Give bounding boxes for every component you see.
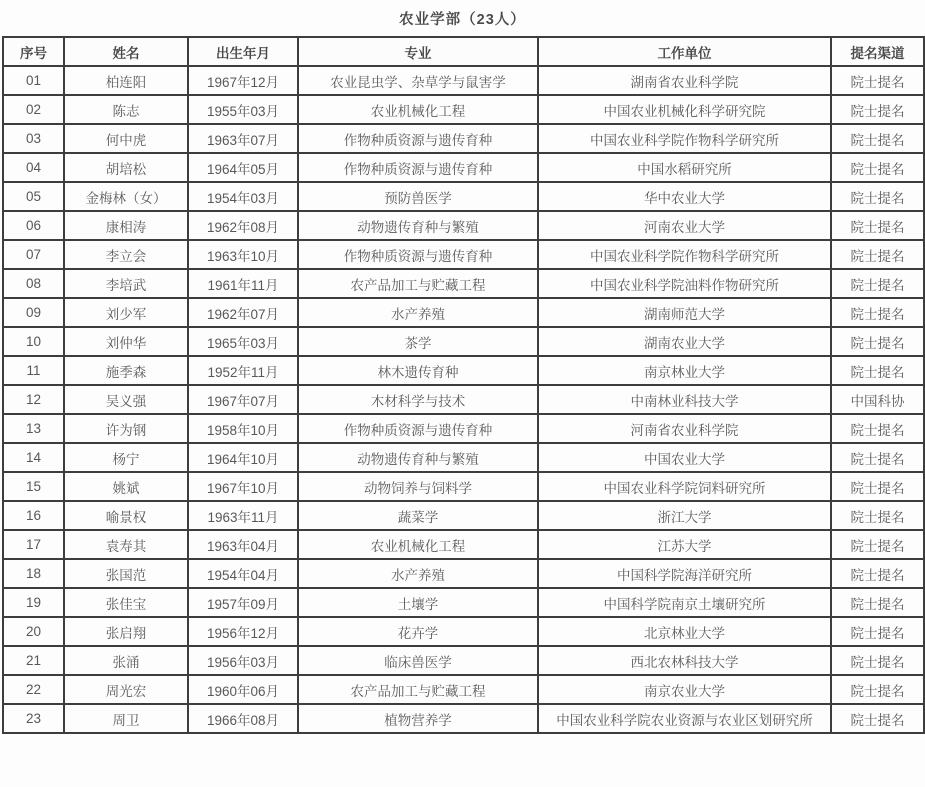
cell-channel: 中国科协 [831, 385, 924, 414]
cell-birth: 1956年03月 [188, 646, 298, 675]
cell-name: 张启翔 [64, 617, 188, 646]
cell-birth: 1954年03月 [188, 182, 298, 211]
table-row [3, 443, 924, 472]
cell-channel: 院士提名 [831, 501, 924, 530]
cell-channel: 院士提名 [831, 124, 924, 153]
cell-org: 中国农业科学院作物科学研究所 [538, 124, 831, 153]
cell-name: 张佳宝 [64, 588, 188, 617]
cell-name: 周卫 [64, 704, 188, 733]
cell-index: 14 [3, 443, 64, 472]
cell-birth: 1954年04月 [188, 559, 298, 588]
cell-birth: 1955年03月 [188, 95, 298, 124]
table-row [3, 588, 924, 617]
cell-major: 作物种质资源与遗传育种 [298, 124, 538, 153]
cell-birth: 1958年10月 [188, 414, 298, 443]
cell-org: 中国农业科学院作物科学研究所 [538, 240, 831, 269]
cell-index: 11 [3, 356, 64, 385]
cell-org: 中国农业大学 [538, 443, 831, 472]
cell-channel: 院士提名 [831, 414, 924, 443]
cell-major: 水产养殖 [298, 298, 538, 327]
cell-channel: 院士提名 [831, 153, 924, 182]
cell-index: 18 [3, 559, 64, 588]
table-row [3, 646, 924, 675]
cell-name: 吴义强 [64, 385, 188, 414]
cell-org: 江苏大学 [538, 530, 831, 559]
table-row [3, 414, 924, 443]
cell-birth: 1961年11月 [188, 269, 298, 298]
cell-major: 农业机械化工程 [298, 530, 538, 559]
cell-channel: 院士提名 [831, 182, 924, 211]
cell-index: 23 [3, 704, 64, 733]
table-row [3, 385, 924, 414]
cell-name: 张涌 [64, 646, 188, 675]
cell-major: 农业机械化工程 [298, 95, 538, 124]
cell-name: 柏连阳 [64, 66, 188, 95]
cell-major: 林木遗传育种 [298, 356, 538, 385]
table-row [3, 327, 924, 356]
cell-major: 植物营养学 [298, 704, 538, 733]
cell-name: 李培武 [64, 269, 188, 298]
cell-major: 土壤学 [298, 588, 538, 617]
table-row [3, 472, 924, 501]
cell-org: 中国科学院南京土壤研究所 [538, 588, 831, 617]
cell-org: 中国农业科学院农业资源与农业区划研究所 [538, 704, 831, 733]
cell-name: 陈志 [64, 95, 188, 124]
cell-major: 预防兽医学 [298, 182, 538, 211]
cell-birth: 1962年07月 [188, 298, 298, 327]
table-row [3, 356, 924, 385]
cell-index: 20 [3, 617, 64, 646]
table-row [3, 704, 924, 733]
table-row [3, 559, 924, 588]
column-header-org: 工作单位 [538, 37, 831, 66]
cell-birth: 1964年10月 [188, 443, 298, 472]
cell-org: 河南省农业科学院 [538, 414, 831, 443]
cell-name: 何中虎 [64, 124, 188, 153]
table-row [3, 66, 924, 95]
cell-channel: 院士提名 [831, 443, 924, 472]
cell-index: 01 [3, 66, 64, 95]
cell-org: 南京农业大学 [538, 675, 831, 704]
table-row [3, 240, 924, 269]
cell-org: 中国农业科学院饲料研究所 [538, 472, 831, 501]
table-row [3, 269, 924, 298]
cell-major: 农产品加工与贮藏工程 [298, 269, 538, 298]
cell-name: 刘仲华 [64, 327, 188, 356]
cell-org: 湖南师范大学 [538, 298, 831, 327]
cell-birth: 1963年04月 [188, 530, 298, 559]
cell-index: 21 [3, 646, 64, 675]
cell-channel: 院士提名 [831, 559, 924, 588]
cell-index: 17 [3, 530, 64, 559]
cell-birth: 1965年03月 [188, 327, 298, 356]
cell-org: 河南农业大学 [538, 211, 831, 240]
cell-index: 19 [3, 588, 64, 617]
cell-name: 李立会 [64, 240, 188, 269]
cell-channel: 院士提名 [831, 356, 924, 385]
cell-channel: 院士提名 [831, 240, 924, 269]
cell-org: 浙江大学 [538, 501, 831, 530]
cell-index: 06 [3, 211, 64, 240]
cell-birth: 1960年06月 [188, 675, 298, 704]
cell-birth: 1963年11月 [188, 501, 298, 530]
cell-name: 施季森 [64, 356, 188, 385]
cell-org: 中国水稻研究所 [538, 153, 831, 182]
cell-name: 杨宁 [64, 443, 188, 472]
page-title: 农业学部（23人） [399, 11, 526, 28]
cell-index: 15 [3, 472, 64, 501]
cell-name: 金梅林（女） [64, 182, 188, 211]
cell-major: 花卉学 [298, 617, 538, 646]
cell-major: 蔬菜学 [298, 501, 538, 530]
table-row [3, 501, 924, 530]
table-row [3, 95, 924, 124]
cell-index: 04 [3, 153, 64, 182]
cell-channel: 院士提名 [831, 327, 924, 356]
cell-name: 张国范 [64, 559, 188, 588]
column-header-index: 序号 [3, 37, 64, 66]
table-row [3, 124, 924, 153]
cell-channel: 院士提名 [831, 704, 924, 733]
cell-name: 周光宏 [64, 675, 188, 704]
table-row [3, 153, 924, 182]
cell-channel: 院士提名 [831, 66, 924, 95]
cell-org: 中国农业科学院油料作物研究所 [538, 269, 831, 298]
column-header-channel: 提名渠道 [831, 37, 924, 66]
cell-major: 动物遗传育种与繁殖 [298, 443, 538, 472]
column-header-major: 专业 [298, 37, 538, 66]
cell-name: 袁寿其 [64, 530, 188, 559]
cell-major: 作物种质资源与遗传育种 [298, 414, 538, 443]
cell-channel: 院士提名 [831, 530, 924, 559]
table-row [3, 675, 924, 704]
nominees-table [2, 36, 925, 734]
table-row [3, 617, 924, 646]
cell-major: 临床兽医学 [298, 646, 538, 675]
cell-channel: 院士提名 [831, 95, 924, 124]
cell-major: 农产品加工与贮藏工程 [298, 675, 538, 704]
cell-channel: 院士提名 [831, 646, 924, 675]
cell-channel: 院士提名 [831, 617, 924, 646]
cell-name: 康相涛 [64, 211, 188, 240]
cell-index: 08 [3, 269, 64, 298]
cell-org: 南京林业大学 [538, 356, 831, 385]
cell-channel: 院士提名 [831, 588, 924, 617]
cell-index: 10 [3, 327, 64, 356]
cell-org: 中国农业机械化科学研究院 [538, 95, 831, 124]
cell-org: 华中农业大学 [538, 182, 831, 211]
cell-birth: 1963年07月 [188, 124, 298, 153]
cell-org: 西北农林科技大学 [538, 646, 831, 675]
cell-channel: 院士提名 [831, 211, 924, 240]
cell-major: 茶学 [298, 327, 538, 356]
cell-index: 16 [3, 501, 64, 530]
table-body [3, 66, 924, 733]
cell-major: 水产养殖 [298, 559, 538, 588]
cell-name: 胡培松 [64, 153, 188, 182]
cell-birth: 1966年08月 [188, 704, 298, 733]
cell-index: 03 [3, 124, 64, 153]
cell-major: 农业昆虫学、杂草学与鼠害学 [298, 66, 538, 95]
cell-org: 湖南省农业科学院 [538, 66, 831, 95]
cell-channel: 院士提名 [831, 472, 924, 501]
cell-birth: 1963年10月 [188, 240, 298, 269]
cell-major: 作物种质资源与遗传育种 [298, 240, 538, 269]
cell-birth: 1967年10月 [188, 472, 298, 501]
cell-birth: 1967年12月 [188, 66, 298, 95]
column-header-name: 姓名 [64, 37, 188, 66]
cell-birth: 1952年11月 [188, 356, 298, 385]
cell-major: 动物遗传育种与繁殖 [298, 211, 538, 240]
cell-channel: 院士提名 [831, 269, 924, 298]
cell-birth: 1964年05月 [188, 153, 298, 182]
table-header-row [3, 37, 924, 66]
cell-channel: 院士提名 [831, 675, 924, 704]
cell-birth: 1956年12月 [188, 617, 298, 646]
column-header-birth: 出生年月 [188, 37, 298, 66]
cell-name: 刘少军 [64, 298, 188, 327]
cell-org: 湖南农业大学 [538, 327, 831, 356]
cell-name: 姚斌 [64, 472, 188, 501]
table-row [3, 298, 924, 327]
cell-channel: 院士提名 [831, 298, 924, 327]
table-row [3, 211, 924, 240]
cell-index: 22 [3, 675, 64, 704]
cell-org: 中南林业科技大学 [538, 385, 831, 414]
cell-major: 木材科学与技术 [298, 385, 538, 414]
cell-index: 02 [3, 95, 64, 124]
cell-birth: 1967年07月 [188, 385, 298, 414]
cell-index: 09 [3, 298, 64, 327]
cell-major: 作物种质资源与遗传育种 [298, 153, 538, 182]
cell-birth: 1962年08月 [188, 211, 298, 240]
cell-index: 07 [3, 240, 64, 269]
cell-org: 北京林业大学 [538, 617, 831, 646]
cell-index: 05 [3, 182, 64, 211]
cell-index: 13 [3, 414, 64, 443]
cell-name: 许为钢 [64, 414, 188, 443]
cell-major: 动物饲养与饲料学 [298, 472, 538, 501]
cell-birth: 1957年09月 [188, 588, 298, 617]
table-row [3, 530, 924, 559]
cell-name: 喻景权 [64, 501, 188, 530]
table-row [3, 182, 924, 211]
cell-org: 中国科学院海洋研究所 [538, 559, 831, 588]
cell-index: 12 [3, 385, 64, 414]
